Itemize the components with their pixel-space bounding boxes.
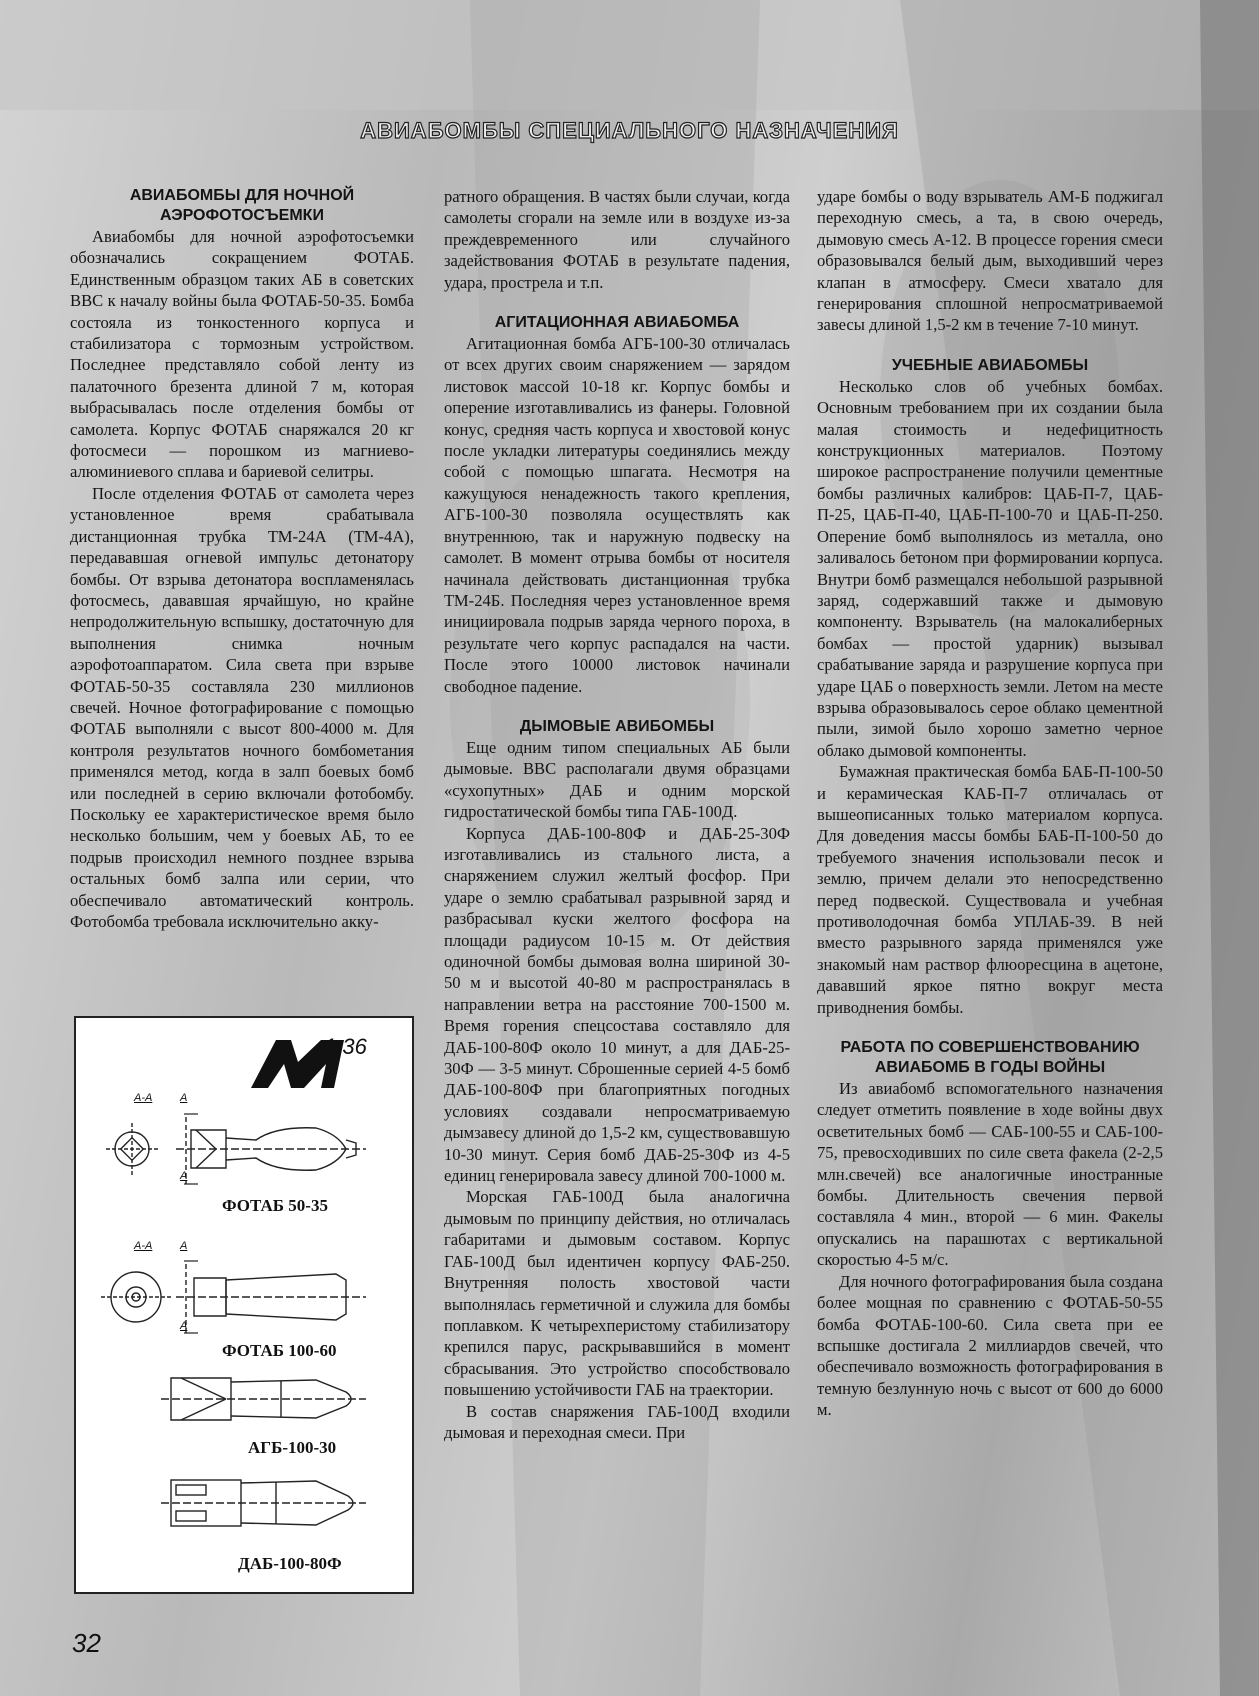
paragraph: Авиабомбы для ночной аэрофотосъемки обозначались сокращением ФОТАБ. Единственным образцом таких АБ в советских ВВС к началу войны была ФОТАБ-50-35. Бомба состояла из тонкостенного корпуса и стабилизатора с тормозным устройством. Последнее представляло собой ленту из палаточного брезента длиной 7 м, которая выбрасывалась после отделения бомбы от самолета. Корпус ФОТАБ снаряжался 20 кг фотосмеси — порошком из магниево-алюминиевого сплава и бариевой селитры.: [70, 227, 414, 482]
paragraph: Агитационная бомба АГБ-100-30 отличалась от всех других своим снаряжением — зарядом листовок массой 10-18 кг. Корпус бомбы и оперение изготавливались из фанеры. Головной конус, средняя часть корпуса и хвостовой конус после укладки литературы соединялись между собой с помощью шпагата. Несмотря на кажущуюся ненадежность такого крепления, АГБ-100-30 позволяла осуществлять как внутреннюю, так и наружную подвеску на самолет. В момент отрыва бомбы от носителя начинала действовать дистанционная трубка ТМ-24Б. Последняя через установленное время инициировала подрыв заряда черного пороха, в результате чего корпус распадался на части. После этого 10000 листовок начинали свободное падение.: [444, 334, 790, 696]
figure-label-fotab-50-35: ФОТАБ 50-35: [222, 1196, 328, 1215]
section-label: А-А: [134, 1092, 153, 1104]
text-column-3: [817, 186, 1163, 1421]
bomb-drawings: [76, 1018, 412, 1592]
text-column-1: [70, 186, 414, 932]
paragraph: ударе бомбы о воду взрыватель АМ-Б поджигал переходную смесь, а та, в свою очередь, дымовую смесь А-12. В процессе горения смеси образовывался белый дым, выходивший через клапан в атмосферу. Смеси хватало для генерирования сплошной непросматриваемой завесы длиной 1,5-2 км в течение 7-10 минут.: [817, 187, 1163, 335]
section-header: АВИАБОМБЫ СПЕЦИАЛЬНОГО НАЗНАЧЕНИЯ: [360, 118, 899, 143]
page-number: 32: [72, 1628, 101, 1658]
fotab-100-60-drawing: [101, 1264, 366, 1333]
section-heading: ДЫМОВЫЕ АВИБОМБЫ: [519, 717, 715, 735]
paragraph: Еще одним типом специальных АБ были дымовые. ВВС располагали двумя образцами «сухопутных» ДАБ и одним морской гидростатической бомбы типа ГАБ-100Д.: [444, 737, 790, 822]
paragraph: В состав снаряжения ГАБ-100Д входили дымовая и переходная смеси. При: [444, 1401, 790, 1442]
dab-100-80f-drawing: [161, 1480, 366, 1526]
agb-100-30-drawing: [161, 1378, 366, 1420]
paragraph: Корпуса ДАБ-100-80Ф и ДАБ-25-30Ф изготавливались из стального листа, а снаряжением служил желтый фосфор. При ударе о землю срабатывал разрывной заряд и разбрасывал куски желтого фосфора на площади радиусом 10-15 м. От действия одиночной бомбы дымовая волна шириной 30-50 м и высотой 40-80 м распространялась в направлении ветра на расстояние 700-1500 м. Время горения спецсостава составляло для ДАБ-100-80Ф около 10 минут, а для ДАБ-25-30Ф — 3-5 минут. Сброшенные серией 4-5 бомб ДАБ-100-80Ф при благоприятных погодных условиях создавали непросматриваемую дымзавесу длиной до 1,5-2 км, существовавшую 10-30 минут. Серия бомб ДАБ-25-30Ф из 4-5 единиц генерировала завесу длиной 700-1000 м.: [444, 823, 790, 1186]
section-heading: УЧЕБНЫЕ АВИАБОМБЫ: [891, 356, 1089, 374]
section-marker: А: [180, 1092, 188, 1104]
paragraph: Морская ГАБ-100Д была аналогична дымовым по принципу действия, но отличалась габаритами и дымовым составом. Корпус ГАБ-100Д был идентичен корпусу ФАБ-250. Внутренняя полость хвостовой части выполнялась герметичной и служила для бомбы поплавком. К четырехперистому стабилизатору крепился парус, раскрывавшийся в момент сбрасывания. Это устройство способствовало повышению устойчивости ГАБ на траектории.: [444, 1187, 790, 1400]
paragraph: После отделения ФОТАБ от самолета через установленное время срабатывала дистанционная трубка ТМ-24А (ТМ-4А), передававшая огневой импульс детонатору бомбы. От взрыва детонатора воспламенялась фотосмесь, дававшая ярчайшую, но крайне непродолжительную вспышку, достаточную для выполнения снимка ночным аэрофотоаппаратом. Сила света при взрыве ФОТАБ-50-35 составляла 230 миллионов свечей. Ночное фотографирование с помощью ФОТАБ выполняли с высот 800-4000 м. Для контроля результатов ночного бомбометания применялся метод, когда в залп боевых бомб или последней в серию включали фотобомбу. Поскольку ее характеристическое время было несколько большим, чем у боевых АБ, то ее подрыв происходил немного позднее взрыва остальных бомб залпа или серии, что обеспечивало автоматический контроль. Фотобомба требовала исключительно акку-: [70, 483, 414, 931]
paragraph: Бумажная практическая бомба БАБ-П-100-50 и керамическая КАБ-П-7 отличалась от вышеописанных только материалом корпуса. Для доведения массы бомбы БАБ-П-100-50 до требуемого значения использовали песок и землю, причем делали это непосредственно перед подвеской. Существовала и учебная противолодочная бомба УПЛАБ-39. В ней вместо разрывного заряда применялся уже знакомый нам раствор флюоресцина в ацетоне, дававший яркое пятно вокруг места приводнения бомбы.: [817, 762, 1163, 1017]
paragraph: Из авиабомб вспомогательного назначения следует отметить появление в ходе войны двух осветительных бомб — САБ-100-55 и САБ-100-75, превосходивших по силе света факела (2-2,5 млн.свечей) все аналогичные иностранные бомбы. Длительность свечения первой составляла 4 мин., второй — 6 мин. Факелы опускались на парашютах с вертикальной скоростью 4-5 м/с.: [817, 1079, 1163, 1270]
scale-label: 1:36: [324, 1034, 367, 1059]
fotab-50-35-drawing: [106, 1117, 366, 1184]
paragraph: ратного обращения. В частях были случаи, когда самолеты сгорали на земле или в воздухе из-за преждевременного или случайного задействования ФОТАБ в результате падения, удара, прострела и т.п.: [444, 187, 790, 292]
section-heading: АГИТАЦИОННАЯ АВИАБОМБА: [494, 314, 740, 332]
section-label: А-А: [134, 1240, 153, 1252]
section-heading: РАБОТА ПО СОВЕРШЕНСТВОВАНИЮ АВИАБОМБ В ГОДЫ ВОЙНЫ: [840, 1039, 1140, 1077]
bomb-drawings-figure: [74, 1016, 414, 1594]
figure-label-fotab-100-60: ФОТАБ 100-60: [222, 1341, 337, 1360]
paragraph: Несколько слов об учебных бомбах. Основным требованием при их создании была малая стоимость и недефицитность конструкционных материалов. Поэтому широкое распространение получили цементные бомбы различных калибров: ЦАБ-П-7, ЦАБ-П-25, ЦАБ-П-40, ЦАБ-П-100-70 и ЦАБ-П-250. Оперение бомб выполнялось из металла, оно заливалось бетоном при формировании корпуса. Внутри бомб размещался небольшой разрывной заряд, содержавший также и дымовую компоненту. Взрыватель (на малокалиберных бомбах — простой ударник) вызывал срабатывание заряда и разрушение корпуса при ударе ЦАБ о поверхность земли. Летом на месте взрыва образовывалось серое облако цементной пыли, зимой было хорошо заметно черное облако дымовой компоненты.: [817, 376, 1163, 760]
paragraph: Для ночного фотографирования была создана более мощная по сравнению с ФОТАБ-50-55 бомба ФОТАБ-100-60. Сила света при ее вспышке достигала 2 миллиардов свечей, что обеспечивало возможность фотографирования в темную безлунную ночь с высот от 600 до 6000 м.: [817, 1271, 1163, 1420]
section-marker: А: [180, 1170, 188, 1182]
section-marker: А: [180, 1320, 188, 1332]
section-heading: АВИАБОМБЫ ДЛЯ НОЧНОЙ АЭРОФОТОСЪЕМКИ: [129, 187, 355, 224]
section-marker: А: [180, 1240, 188, 1252]
figure-label-agb-100-30: АГБ-100-30: [248, 1438, 337, 1457]
figure-label-dab-100-80f: ДАБ-100-80Ф: [238, 1554, 342, 1573]
text-column-2: [444, 186, 790, 1443]
